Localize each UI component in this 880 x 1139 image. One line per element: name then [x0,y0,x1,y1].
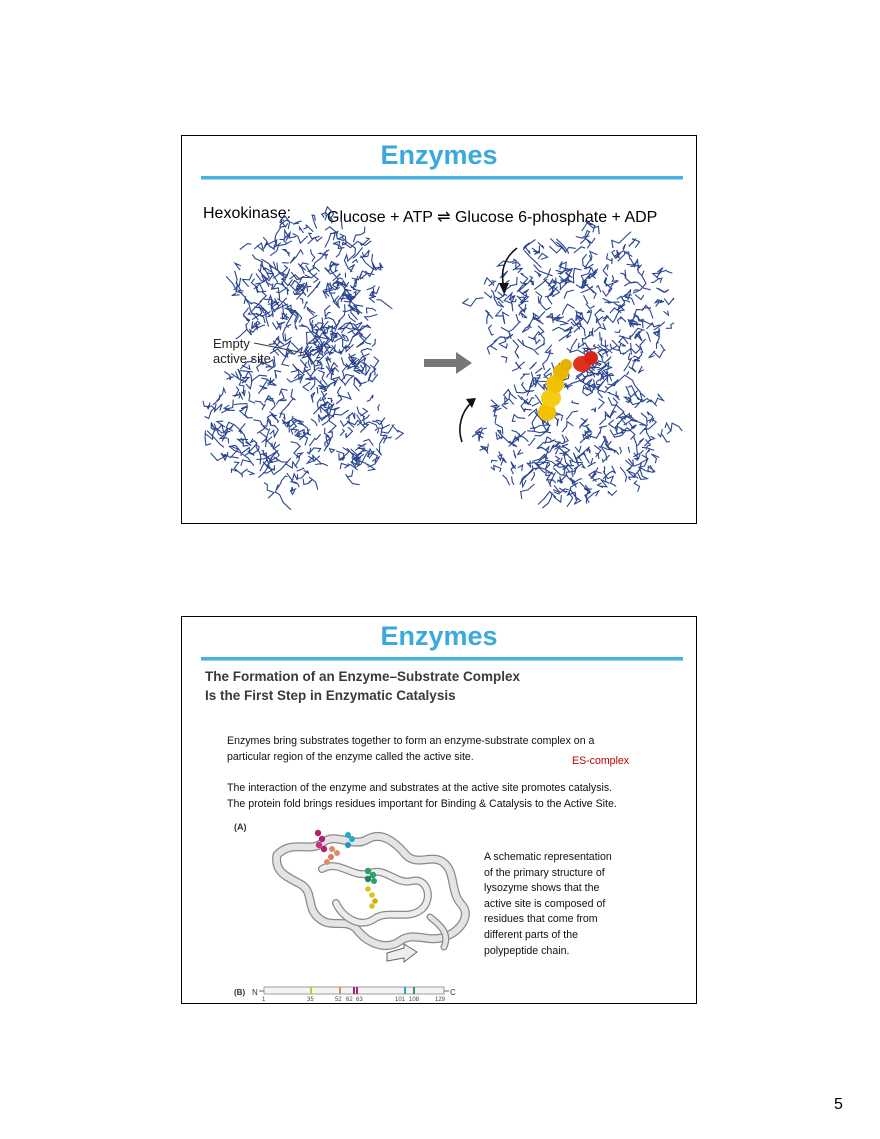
description-line: active site is composed of [484,897,606,910]
n-terminus-label: N [252,988,258,997]
slide-title: Enzymes [380,621,498,651]
rotation-arrow-top [503,248,517,288]
reaction-equation: Glucose + ATP ⇌ Glucose 6-phosphate + ADP [327,209,658,226]
residue-mark-52 [339,987,341,994]
paragraph-line: particular region of the enzyme called the active site. [227,750,474,763]
protein-bonds [203,355,403,510]
bound-glucose [538,359,572,421]
residue-mark-62 [353,987,355,994]
tick-label: 101 [395,997,406,1002]
panel-b-label: (B) [234,988,246,997]
slide-es-complex [181,616,697,1004]
tick-label: 52 [335,997,342,1002]
transition-arrow [424,352,472,374]
description-line: A schematic representation [484,851,612,863]
residue-mark-101 [404,987,406,994]
page-number: 5 [834,1096,843,1113]
tick-label: 129 [435,997,446,1002]
tick-label: 62 [346,997,353,1002]
section-heading-line2: Is the First Step in Enzymatic Catalysis [205,688,456,703]
empty-site-label-line2: active site [213,351,271,366]
rotation-arrow-bottom [460,402,472,442]
description-line: different parts of the [484,928,579,941]
residue-mark-35 [310,987,312,994]
paragraph-line: The protein fold brings residues important for Binding & Catalysis to the Active Site. [227,797,617,810]
tick-label: 35 [307,997,314,1002]
protein-bonds [472,362,682,508]
paragraph-line: Enzymes bring substrates together to form an enzyme-substrate complex on a [227,735,595,747]
description-line: lysozyme shows that the [484,882,600,895]
tick-label: 108 [409,997,420,1002]
tick-label: 1 [262,997,266,1002]
slide-title: Enzymes [380,140,498,170]
hexokinase-figure [182,136,695,522]
section-heading-line1: The Formation of an Enzyme–Substrate Complex [205,669,521,684]
description-line: of the primary structure of [484,866,605,879]
residue-yellow [365,886,378,909]
residue-mark-63 [356,987,358,994]
lysozyme-ribbon [277,836,466,947]
paragraph-line: The interaction of the enzyme and substrates at the active site promotes catalysis. [227,782,613,794]
slide-hexokinase [181,135,697,524]
empty-site-label-line1: Empty [213,336,250,351]
description-line: polypeptide chain. [484,944,570,957]
residue-mark-108 [413,987,415,994]
panel-a-label: (A) [234,822,247,832]
tick-label: 63 [356,997,363,1002]
es-complex-note: ES-complex [572,755,630,767]
protein-bonds [226,207,392,358]
description-line: residues that come from [484,913,598,926]
c-terminus-label: C [450,988,456,997]
closed-enzyme-structure [463,221,683,508]
enzyme-label: Hexokinase: [203,205,292,222]
lysozyme-figure [182,617,695,1002]
